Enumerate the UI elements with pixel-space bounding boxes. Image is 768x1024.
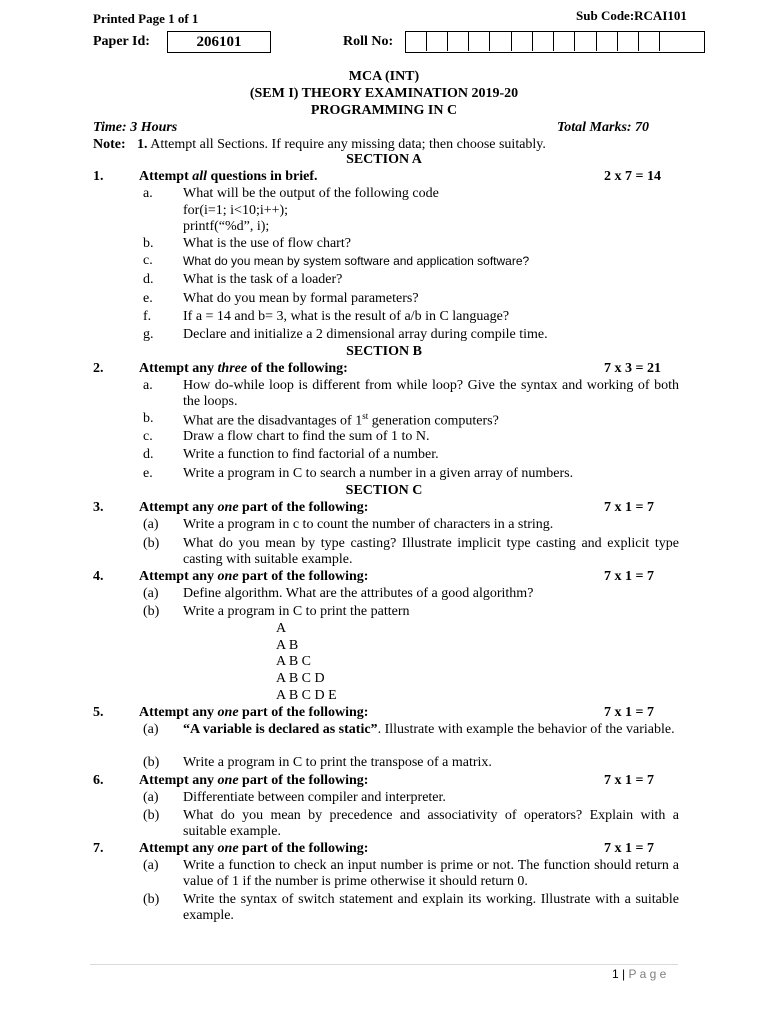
q6a-letter: (a) bbox=[143, 790, 159, 805]
q7a-text: Write a function to check an input number is prime or not. The function should return a value of 1 if the number is prime otherwise it should return 0. bbox=[183, 858, 679, 889]
q1g-text: Declare and initialize a 2 dimensional array during compile time. bbox=[183, 327, 548, 342]
q1d-letter: d. bbox=[143, 272, 154, 287]
q1f-text: If a = 14 and b= 3, what is the result of a/b in C language? bbox=[183, 309, 510, 324]
q5a-text: “A variable is declared as static”. Illustrate with example the behavior of the variable. bbox=[183, 722, 675, 737]
q3-number: 3. bbox=[93, 500, 104, 515]
q2d-text: Write a function to find factorial of a number. bbox=[183, 447, 439, 462]
q3a-text: Write a program in c to count the number of characters in a string. bbox=[183, 517, 554, 532]
q3-instruction: Attempt any one part of the following: bbox=[139, 500, 369, 515]
q2a-letter: a. bbox=[143, 378, 153, 393]
q1a-code-line1: for(i=1; i<10;i++); bbox=[183, 203, 289, 218]
q4-marks: 7 x 1 = 7 bbox=[604, 569, 654, 584]
q6-marks: 7 x 1 = 7 bbox=[604, 773, 654, 788]
paper-id-label: Paper Id: bbox=[93, 34, 150, 49]
q1-number: 1. bbox=[93, 169, 104, 184]
q7b-text: Write the syntax of switch statement and explain its working. Illustrate with a suitable example. bbox=[183, 892, 679, 923]
q2b-letter: b. bbox=[143, 411, 154, 426]
q5-marks: 7 x 1 = 7 bbox=[604, 705, 654, 720]
q4b-text: Write a program in C to print the pattern bbox=[183, 604, 410, 619]
q1a-code-line2: printf(“%d”, i); bbox=[183, 219, 270, 234]
q3-marks: 7 x 1 = 7 bbox=[604, 500, 654, 515]
pattern-line-4: A B C D bbox=[276, 671, 325, 686]
roll-no-field[interactable] bbox=[405, 31, 705, 53]
q5b-letter: (b) bbox=[143, 755, 160, 770]
note-text-content: 1. Attempt all Sections. If require any missing data; then choose suitably. bbox=[137, 137, 546, 152]
q3b-text: What do you mean by type casting? Illustrate implicit type casting and explicit type casting with suitable example. bbox=[183, 536, 679, 567]
q1-marks: 2 x 7 = 14 bbox=[604, 169, 661, 184]
q6-instruction: Attempt any one part of the following: bbox=[139, 773, 369, 788]
page-number: 1 bbox=[612, 967, 619, 981]
section-b-heading: SECTION B bbox=[346, 344, 422, 359]
footer-divider bbox=[90, 964, 678, 965]
total-marks: Total Marks: 70 bbox=[557, 120, 650, 135]
q6-number: 6. bbox=[93, 773, 104, 788]
q7-instruction: Attempt any one part of the following: bbox=[139, 841, 369, 856]
q2d-letter: d. bbox=[143, 447, 154, 462]
q2e-letter: e. bbox=[143, 466, 153, 481]
q1g-letter: g. bbox=[143, 327, 154, 342]
q1f-letter: f. bbox=[143, 309, 152, 324]
q1a-text: What will be the output of the following code bbox=[183, 186, 439, 201]
section-a-heading: SECTION A bbox=[346, 152, 422, 167]
q4b-letter: (b) bbox=[143, 604, 160, 619]
q1c-text: What do you mean by system software and application software? bbox=[183, 254, 530, 268]
q1e-letter: e. bbox=[143, 291, 153, 306]
q4a-letter: (a) bbox=[143, 586, 159, 601]
q4-number: 4. bbox=[93, 569, 104, 584]
pattern-line-2: A B bbox=[276, 638, 299, 653]
q7-number: 7. bbox=[93, 841, 104, 856]
printed-page: Printed Page 1 of 1 bbox=[93, 11, 199, 26]
pattern-line-5: A B C D E bbox=[276, 688, 337, 703]
paper-id-value: 206101 bbox=[196, 34, 242, 50]
subject-title: PROGRAMMING IN C bbox=[310, 103, 458, 118]
page-separator: | bbox=[622, 967, 626, 981]
note-text bbox=[137, 137, 546, 153]
q6b-text: What do you mean by precedence and associativity of operators? Explain with a suitable example. bbox=[183, 808, 679, 839]
roll-no-label: Roll No: bbox=[343, 34, 394, 49]
sub-code: Sub Code:RCAI101 bbox=[576, 8, 687, 23]
time-label: Time: 3 Hours bbox=[93, 120, 178, 135]
q1c-letter: c. bbox=[143, 253, 153, 268]
q2-number: 2. bbox=[93, 361, 104, 376]
section-c-heading: SECTION C bbox=[345, 483, 423, 498]
q7a-letter: (a) bbox=[143, 858, 159, 873]
q3a-letter: (a) bbox=[143, 517, 159, 532]
exam-title: (SEM I) THEORY EXAMINATION 2019-20 bbox=[249, 86, 519, 101]
q2-instruction: Attempt any three of the following: bbox=[139, 361, 348, 376]
q2b-text: What are the disadvantages of 1st generation computers? bbox=[183, 411, 499, 429]
q5a-letter: (a) bbox=[143, 722, 159, 737]
q7-marks: 7 x 1 = 7 bbox=[604, 841, 654, 856]
paper-id-box bbox=[167, 31, 271, 53]
q2a-text: How do-while loop is different from while loop? Give the syntax and working of both the loops. bbox=[183, 378, 679, 409]
q7b-letter: (b) bbox=[143, 892, 160, 907]
q4-instruction: Attempt any one part of the following: bbox=[139, 569, 369, 584]
pattern-line-3: A B C bbox=[276, 654, 312, 669]
q5b-text: Write a program in C to print the transpose of a matrix. bbox=[183, 755, 492, 770]
q2c-letter: c. bbox=[143, 429, 153, 444]
q6a-text: Differentiate between compiler and interpreter. bbox=[183, 790, 446, 805]
q1d-text: What is the task of a loader? bbox=[183, 272, 343, 287]
q6b-letter: (b) bbox=[143, 808, 160, 823]
q1b-text: What is the use of flow chart? bbox=[183, 236, 351, 251]
q2-marks: 7 x 3 = 21 bbox=[604, 361, 661, 376]
q5-number: 5. bbox=[93, 705, 104, 720]
q1-instruction: Attempt all questions in brief. bbox=[139, 169, 318, 184]
note-label: Note: bbox=[93, 137, 126, 152]
page-word: P a g e bbox=[628, 967, 667, 981]
footer-page bbox=[612, 967, 666, 981]
q2e-text: Write a program in C to search a number in a given array of numbers. bbox=[183, 466, 574, 481]
q5-instruction: Attempt any one part of the following: bbox=[139, 705, 369, 720]
q2c-text: Draw a flow chart to find the sum of 1 to N. bbox=[183, 429, 430, 444]
course-title: MCA (INT) bbox=[348, 69, 420, 84]
pattern-line-1: A bbox=[276, 621, 287, 636]
q1e-text: What do you mean by formal parameters? bbox=[183, 291, 419, 306]
q1b-letter: b. bbox=[143, 236, 154, 251]
q1a-letter: a. bbox=[143, 186, 153, 201]
q3b-letter: (b) bbox=[143, 536, 160, 551]
q4a-text: Define algorithm. What are the attributes of a good algorithm? bbox=[183, 586, 534, 601]
